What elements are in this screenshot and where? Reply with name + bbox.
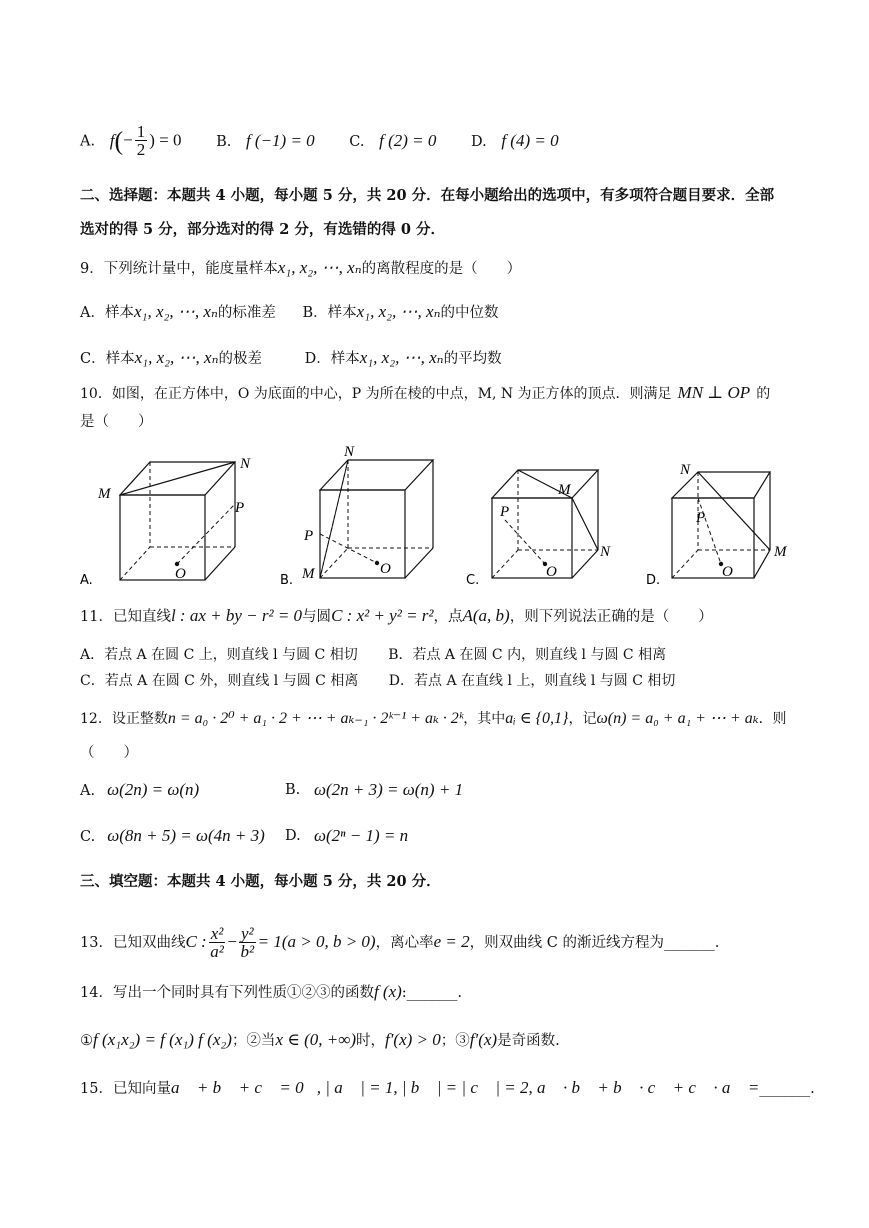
q12-option-a-expr: ω(2n) = ω(n) [107,780,200,799]
q8-option-b-expr: f (−1) = 0 [245,130,315,150]
q15-expr: a⃗ + b⃗ + c⃗ = 0⃗, | a⃗ | = 1, | b⃗ | = | c⃗ | = 2, a⃗ · b⃗ + b⃗ · c⃗ + c⃗ · a⃗ = [170,1078,760,1097]
q14-p2-pre: ；②当 [231,1033,276,1049]
q8-option-b-label: B. [216,133,232,150]
q14-p2-expr: f′(x) > 0 [384,1030,441,1049]
q14-stem-pre: 14．写出一个同时具有下列性质①②③的函数 [80,985,374,1001]
q11-option-c: C．若点 A 在圆 C 外，则直线 l 与圆 C 相离 [80,673,359,689]
q10-c-label-m: M [558,482,571,498]
q12-paren: （ ） [80,745,138,761]
q11-row2 [80,671,675,691]
q13-frac-x: $\frac{\text{x²}}{\text{a²}}$ [210,923,224,961]
q10-b-label-o: O [380,561,391,577]
q13-c: C : [185,932,207,951]
q14-p1-marker: ① [80,1033,93,1049]
q14-p1-expr: f (x₁x₂) = f (x₁) f (x₂) [93,1030,232,1049]
q15-stem-pre: 15．已知向量 [80,1081,171,1097]
q13-e: e = 2 [433,932,470,951]
q12-stem-pre: 12．设正整数 [80,711,168,727]
q10-stem-line2: 是（ ） [80,414,153,430]
q13-frac-y: $\frac{\text{y²}}{\text{b²}}$ [240,923,255,961]
q9-stem [80,258,521,279]
q10-d-label-m: M [774,544,787,560]
q14-properties [80,1030,560,1051]
q13-stem-post: ，则双曲线 C 的渐近线方程为_______. [469,935,720,951]
q10-stem-line1 [80,383,770,404]
q14-p3-post: 是奇函数. [497,1033,560,1049]
q11-stem-pre: 11．已知直线 [80,609,171,625]
q12-option-d-expr: ω(2ⁿ − 1) = n [314,826,409,845]
section3-header: 三、填空题：本题共 4 小题，每小题 5 分，共 20 分． [80,873,441,890]
q10-d-label-n: N [680,462,691,478]
q10-a-option-label: A. [80,573,93,588]
q10-d-label-p: P [696,510,706,526]
q10-cube-d [646,440,816,590]
q12-option-c-expr: ω(8n + 5) = ω(4n + 3) [107,826,265,845]
q10-d-option-label: D. [646,573,661,588]
q11-stem-post: ，则下列说法正确的是（ ） [509,609,713,625]
q11-point: A(a, b) [462,606,510,625]
q12-option-a-label: A. [80,783,96,799]
q13-rest: = 1(a > 0, b > 0) [257,932,376,951]
q9-vars: x₁, x₂, ⋯, xₙ [277,258,362,277]
q10-stem-math: MN ⊥ OP [677,383,751,402]
q11-circle-eq: C : x² + y² = r² [331,606,434,625]
q9-option-d-vars: x₁, x₂, ⋯, xₙ [359,348,444,367]
q8-option-a-label: A. [80,133,96,150]
section2-header-line1: 二、选择题：本题共 4 小题，每小题 5 分，共 20 分．在每小题给出的选项中，有多项符合题目要求．全部 [80,187,775,204]
q12-option-b-expr: ω(2n + 3) = ω(n) + 1 [314,780,464,799]
q12-option-c-label: C. [80,829,96,845]
q14-stem [80,982,462,1003]
q14-fx: f (x) [373,982,402,1001]
q11-option-d: D．若点 A 在直线 l 上，则直线 l 与圆 C 相切 [388,673,676,689]
q10-b-option-label: B. [280,573,294,588]
q9-option-c-post: 的极差 [218,351,262,367]
q8-option-a-fn: f [109,130,115,150]
q8-option-c-label: C. [349,133,365,150]
q9-option-c-vars: x₁, x₂, ⋯, xₙ [134,348,219,367]
q11-row1 [80,645,666,665]
q10-c-label-n: N [600,544,611,560]
q11-stem-mid2: ，点 [433,609,463,625]
q8-option-a-eq: ) = 0 [149,130,182,150]
q10-stem-text: 10．如图，在正方体中，O 为底面的中心，P 为所在棱的中点，M, N 为正方体的顶点．则满足 [80,386,672,402]
q9-option-d-post: 的平均数 [443,351,502,367]
q9-option-a-post: 的标准差 [217,305,276,321]
q15-stem [80,1078,815,1099]
q10-b-label-n: N [344,444,355,460]
q11-stem-mid: 与圆 [302,609,332,625]
q9-row2 [80,348,502,369]
q10-cube-c [466,440,636,590]
q14-p2-cond: x ∈ (0, +∞) [275,1030,356,1049]
q9-option-b-post: 的中位数 [440,305,499,321]
q11-option-a: A．若点 A 在圆 C 上，则直线 l 与圆 C 相切 [80,647,358,663]
q12-option-d-label: D. [285,828,301,844]
q8-option-c-expr: f (2) = 0 [379,130,437,150]
q9-option-d-label: D．样本 [304,351,360,367]
q10-cube-b [280,440,450,590]
q9-option-b-label: B．样本 [302,305,357,321]
q9-stem-pre: 9．下列统计量中，能度量样本 [80,261,278,277]
q12-cond: aᵢ ∈ {0,1} [505,710,569,727]
q15-blank: _______. [759,1081,815,1097]
q12-stem-mid2: ，记 [568,711,597,727]
q9-option-a-vars: x₁, x₂, ⋯, xₙ [133,302,218,321]
q13-stem-pre: 13．已知双曲线 [80,935,186,951]
q12-option-b-label: B. [285,782,301,798]
q8-options: A. f(− $\frac{1}{2}$ ) = 0 B. f (−1) = 0 C. f (2) = 0 D. f (4) = 0 [80,122,559,159]
q8-option-a-frac: $\frac{1}{2}$ [136,122,146,159]
q11-option-b: B．若点 A 在圆 C 内，则直线 l 与圆 C 相离 [388,647,667,663]
q14-stem-post: :_______. [401,985,463,1001]
q12-row2 [80,826,409,847]
q9-stem-post: 的离散程度的是（ ） [361,261,522,277]
q10-stem-end: 的 [756,386,771,402]
q12-stem-post: ．则 [758,711,787,727]
q10-a-label-n: N [240,456,251,472]
q13-stem [80,920,719,965]
q10-a-label-m: M [98,486,111,502]
q8-option-d-expr: f (4) = 0 [501,130,559,150]
q12-stem [80,709,787,729]
q12-stem-mid: ，其中 [463,711,506,727]
q14-p3-expr: f′(x) [469,1030,498,1049]
q9-option-c-label: C．样本 [80,351,135,367]
q12-row1 [80,780,464,801]
q10-d-label-o: O [722,564,733,580]
q9-option-a-label: A．样本 [80,305,134,321]
q11-line-eq: l : ax + by − r² = 0 [170,606,303,625]
section2-header-line2: 选对的得 5 分，部分选对的得 2 分，有选错的得 0 分． [80,221,446,238]
q10-c-label-o: O [546,564,557,580]
q10-c-label-p: P [500,504,510,520]
q13-stem-mid: ，离心率 [375,935,434,951]
q10-cube-a [80,440,260,590]
q14-p2-mid: 时， [355,1033,385,1049]
q13-minus: − [227,932,237,951]
q10-a-label-o: O [175,566,186,582]
q10-c-option-label: C. [466,573,480,588]
q10-a-label-p: P [235,500,245,516]
q9-row1 [80,302,498,323]
q9-option-b-vars: x₁, x₂, ⋯, xₙ [356,302,441,321]
q12-omega: ω(n) = a₀ + a₁ + ⋯ + aₖ [596,710,759,727]
q12-n-eq: n = a₀ · 2⁰ + a₁ · 2 + ⋯ + aₖ₋₁ · 2ᵏ⁻¹ + aₖ · 2ᵏ [167,710,464,727]
q10-b-label-p: P [304,528,314,544]
q14-p3-pre: ；③ [440,1033,470,1049]
q8-option-d-label: D. [470,133,487,150]
q10-b-label-m: M [302,566,315,582]
q11-stem [80,606,713,627]
